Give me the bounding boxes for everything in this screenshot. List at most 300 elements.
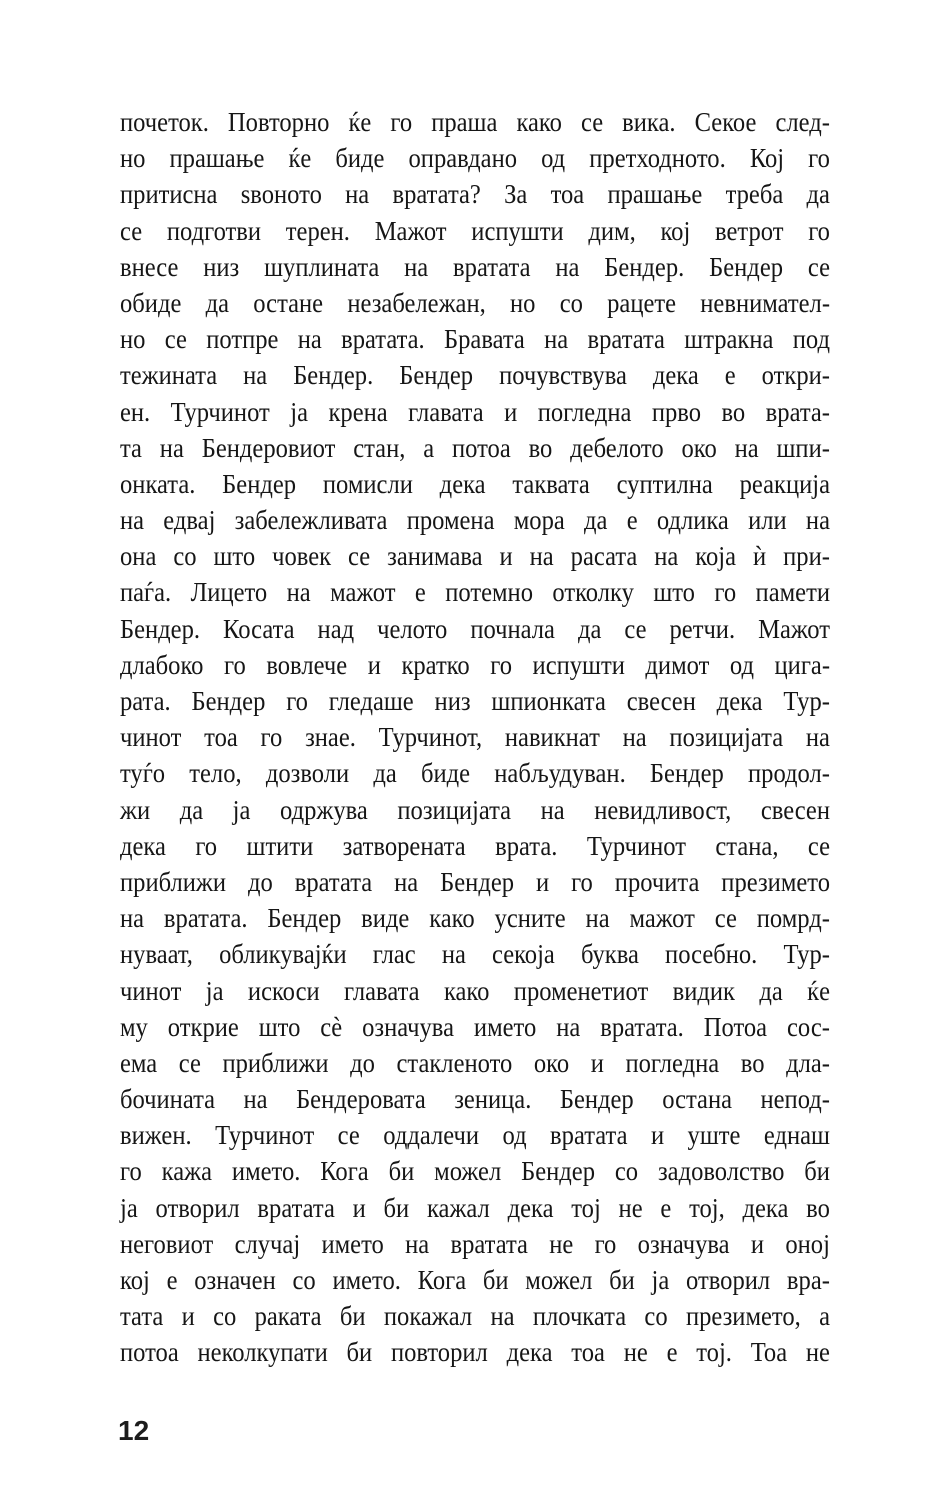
word: навикнат <box>504 722 600 753</box>
word: вратата <box>453 251 531 282</box>
word: погледна <box>625 1047 720 1078</box>
word: како <box>516 107 562 137</box>
word: вра- <box>786 1265 830 1295</box>
word: ѝ <box>752 541 767 572</box>
word: биде <box>335 143 385 174</box>
word: еднаш <box>763 1120 830 1151</box>
word: на <box>120 903 145 934</box>
text-line <box>120 538 830 574</box>
word: Мажот <box>758 613 830 644</box>
word: врата- <box>765 396 830 427</box>
word: над <box>317 613 355 644</box>
word: тоа <box>550 179 585 210</box>
word: дла- <box>786 1047 830 1078</box>
word: приближи <box>222 1047 329 1078</box>
text-line <box>120 466 830 502</box>
word: За <box>504 179 528 210</box>
word: тој <box>571 1192 601 1223</box>
word: штракна <box>684 324 774 355</box>
word: искоси <box>247 975 320 1006</box>
page-number: 12 <box>118 1415 150 1446</box>
word: Бендер <box>521 1156 595 1187</box>
word: на <box>297 324 322 355</box>
word: се <box>714 903 737 934</box>
word: главата <box>344 975 420 1006</box>
word: чинот <box>120 975 182 1006</box>
word: и <box>352 1192 366 1223</box>
word: како <box>443 975 490 1006</box>
word: таквата <box>512 468 590 499</box>
word: отворил <box>686 1265 771 1295</box>
word: ретчи. <box>669 613 736 644</box>
word: кратко <box>401 649 470 680</box>
text-line <box>120 285 830 321</box>
word: прочита <box>614 866 700 897</box>
word: открие <box>167 1011 239 1042</box>
word: вижен. <box>120 1120 192 1151</box>
word: шуплината <box>264 251 380 282</box>
word: Секое <box>694 107 757 137</box>
word: би <box>339 1301 366 1332</box>
word: тој. <box>696 1337 732 1368</box>
word: прво <box>651 396 702 427</box>
word: крена <box>328 396 388 427</box>
word: го <box>594 1228 617 1259</box>
word: отколку <box>552 577 634 608</box>
word: главата <box>408 396 484 427</box>
word: Повторно <box>227 107 330 137</box>
word: а <box>819 1301 831 1332</box>
word: означува <box>637 1228 730 1259</box>
word: го <box>490 649 512 680</box>
word: тежината <box>120 360 218 391</box>
word: усните <box>494 903 566 934</box>
word: врата. <box>495 830 558 861</box>
word: потпре <box>206 324 279 355</box>
word: сос- <box>787 1011 830 1042</box>
word: на <box>441 939 466 970</box>
word: Бендер <box>709 251 784 282</box>
word: дебелото <box>570 432 664 463</box>
word: вратата <box>450 1228 528 1259</box>
word: око <box>533 1047 570 1078</box>
word: стана, <box>715 830 779 861</box>
word: око <box>681 432 717 463</box>
word: обликувајќи <box>219 939 347 970</box>
word: Турчинот <box>215 1120 315 1151</box>
word: ѕвоното <box>240 179 322 210</box>
word: ја <box>651 1265 670 1295</box>
word: би <box>609 1265 635 1295</box>
word: свесен <box>626 686 696 716</box>
text-line <box>120 973 830 1009</box>
word: жи <box>120 794 151 825</box>
word: и <box>367 649 381 680</box>
text-line <box>120 647 830 683</box>
word: не <box>623 1337 648 1368</box>
text-line <box>120 1226 830 1262</box>
word: вратата. <box>600 1011 684 1042</box>
word: позицијата <box>397 794 512 825</box>
text-line <box>120 1298 830 1334</box>
word: во <box>528 432 553 463</box>
word: би <box>346 1337 373 1368</box>
word: Бендер <box>222 468 297 499</box>
text-line <box>120 864 830 900</box>
text-line <box>120 1117 830 1153</box>
word: Бендер <box>649 758 724 789</box>
word: приближи <box>120 866 227 897</box>
word: неколкупати <box>197 1337 328 1368</box>
word: Кога <box>417 1265 467 1295</box>
word: ја <box>232 794 251 825</box>
word: можел <box>434 1156 502 1187</box>
word: едвај <box>163 505 216 536</box>
word: се <box>624 613 647 644</box>
word: до <box>247 866 273 897</box>
word: мажот <box>330 577 396 608</box>
word: на <box>404 251 429 282</box>
word: потоа <box>451 432 511 463</box>
word: со <box>173 541 197 572</box>
word: затворената <box>342 830 466 861</box>
word: го <box>224 649 246 680</box>
word: од <box>729 649 754 680</box>
word: на <box>120 505 145 536</box>
word: и <box>535 866 550 897</box>
word: што <box>653 577 695 608</box>
word: вовлече <box>266 649 348 680</box>
word: гледаше <box>328 686 414 716</box>
word: оној <box>785 1228 830 1259</box>
word: на <box>243 1084 268 1115</box>
word: прашање <box>607 179 703 210</box>
word: оправдано <box>408 143 518 174</box>
text-line <box>120 574 830 610</box>
word: вратата <box>587 324 665 355</box>
word: да <box>205 287 230 318</box>
word: но <box>120 143 146 174</box>
text-line <box>120 1009 830 1045</box>
word: ќе <box>348 107 372 137</box>
word: помисли <box>322 468 413 499</box>
word: до <box>350 1047 375 1078</box>
word: димот <box>645 649 710 680</box>
word: бочината <box>120 1084 216 1115</box>
word: на <box>556 1011 581 1042</box>
word: го <box>120 1156 142 1187</box>
word: забележливата <box>234 505 388 536</box>
word: се <box>337 1120 360 1151</box>
word: би <box>383 1192 410 1223</box>
word: е <box>660 1192 672 1223</box>
word: Бендер. <box>120 613 201 644</box>
word: вратата <box>294 866 373 897</box>
word: расата <box>570 541 638 572</box>
word: позицијата <box>669 722 784 753</box>
word: одлика <box>656 505 729 536</box>
text-block <box>120 104 830 1371</box>
word: на <box>394 866 419 897</box>
word: набљудуван. <box>494 758 626 789</box>
word: но <box>510 287 536 318</box>
word: на <box>734 432 759 463</box>
word: човек <box>272 541 332 572</box>
word: Бендеровата <box>296 1084 426 1115</box>
word: почнала <box>470 613 555 644</box>
word: не <box>618 1192 643 1223</box>
word: неговиот <box>120 1228 214 1259</box>
word: вратата <box>257 1192 335 1223</box>
text-line <box>120 719 830 755</box>
word: Бендер <box>440 866 515 897</box>
word: Лицето <box>190 577 268 608</box>
text-line <box>120 900 830 936</box>
word: Турчинот <box>170 396 270 427</box>
word: почеток. <box>120 107 209 137</box>
word: го <box>571 866 593 897</box>
word: на <box>544 324 569 355</box>
word: а <box>423 432 435 463</box>
word: во <box>740 1047 765 1078</box>
text-line <box>120 321 830 357</box>
text-line <box>120 1190 830 1226</box>
word: паѓа. <box>120 577 172 608</box>
word: што <box>258 1011 301 1042</box>
word: што <box>213 541 256 572</box>
word: во <box>721 396 746 427</box>
word: да <box>584 505 608 536</box>
word: да <box>373 758 397 789</box>
word: можел <box>525 1265 593 1295</box>
word: биде <box>420 758 471 789</box>
word: и <box>650 1120 665 1151</box>
word: вратата? <box>392 179 481 210</box>
word: го <box>390 107 413 137</box>
text-line <box>120 176 830 212</box>
word: плочката <box>532 1301 627 1332</box>
word: вратата. <box>341 324 425 355</box>
word: на <box>555 251 580 282</box>
word: туѓо <box>120 758 166 789</box>
word: која <box>695 541 737 572</box>
word: Бендер <box>267 903 342 934</box>
word: потемно <box>445 577 533 608</box>
word: но <box>120 324 146 355</box>
word: е <box>414 577 426 608</box>
word: стан, <box>353 432 406 463</box>
word: на <box>805 505 830 536</box>
word: остана <box>662 1084 733 1115</box>
word: Бендер. <box>293 360 374 391</box>
word: и <box>504 396 518 427</box>
word: оддалечи <box>383 1120 480 1151</box>
word: низ <box>203 251 240 282</box>
word: не <box>805 1337 830 1368</box>
word: шпионката <box>491 686 606 716</box>
word: зеница. <box>454 1084 532 1115</box>
word: на <box>243 360 268 391</box>
word: ен. <box>120 396 151 427</box>
word: буква <box>580 939 639 970</box>
word: онката. <box>120 468 196 499</box>
word: или <box>748 505 787 536</box>
word: Тур- <box>783 939 830 970</box>
word: би <box>388 1156 415 1187</box>
word: непод- <box>760 1084 830 1115</box>
word: се <box>580 107 604 137</box>
word: уште <box>687 1120 741 1151</box>
text-line <box>120 1045 830 1081</box>
word: длабоко <box>120 649 204 680</box>
text-line <box>120 1334 830 1370</box>
word: вратата <box>550 1120 628 1151</box>
word: треба <box>725 179 784 210</box>
word: нуваат, <box>120 939 193 970</box>
word: след- <box>775 107 830 137</box>
word: реакција <box>739 468 831 499</box>
word: Турчинот, <box>378 722 483 753</box>
word: на <box>345 179 370 210</box>
word: остане <box>253 287 324 318</box>
word: од <box>502 1120 527 1151</box>
text-line <box>120 357 830 393</box>
word: Бендер. <box>604 251 685 282</box>
word: посебно. <box>665 939 758 970</box>
word: името. <box>231 1156 301 1187</box>
text-line <box>120 394 830 430</box>
word: откри- <box>761 360 830 391</box>
word: продол- <box>748 758 830 789</box>
word: под <box>792 324 831 355</box>
text-line <box>120 683 830 719</box>
word: претходното. <box>589 143 726 174</box>
word: дека <box>742 1192 789 1223</box>
word: та <box>120 432 142 463</box>
word: со <box>644 1301 668 1332</box>
word: почувствува <box>499 360 627 391</box>
text-line <box>120 611 830 647</box>
word: тело, <box>189 758 242 789</box>
word: на <box>654 541 679 572</box>
word: се <box>807 251 831 282</box>
word: погледна <box>537 396 632 427</box>
word: дека <box>120 830 166 861</box>
word: тоа <box>204 722 238 753</box>
word: на <box>286 577 311 608</box>
word: Бравата <box>444 324 525 355</box>
word: со <box>292 1265 316 1295</box>
word: секоја <box>491 939 555 970</box>
word: на <box>805 722 830 753</box>
word: раката <box>254 1301 322 1332</box>
word: ветрот <box>715 215 784 246</box>
text-line <box>120 140 830 176</box>
word: задоволство <box>657 1156 785 1187</box>
text-line <box>120 430 830 466</box>
word: виде <box>361 903 410 934</box>
word: свесен <box>760 794 830 825</box>
word: името. <box>332 1265 401 1295</box>
text-line <box>120 502 830 538</box>
word: повторил <box>390 1337 488 1368</box>
word: го <box>808 215 830 246</box>
word: рата. <box>120 686 171 716</box>
word: на <box>159 432 184 463</box>
word: памети <box>755 577 830 608</box>
word: праша <box>431 107 498 137</box>
word: Кој <box>749 143 785 174</box>
word: ја <box>120 1192 138 1223</box>
text-line <box>120 213 830 249</box>
word: означува <box>362 1011 454 1042</box>
word: го <box>714 577 737 608</box>
word: е <box>666 1337 678 1368</box>
word: да <box>806 179 830 210</box>
word: знае. <box>305 722 356 753</box>
word: на <box>405 1228 430 1259</box>
word: и <box>499 541 513 572</box>
word: на <box>622 722 647 753</box>
word: незабележан, <box>347 287 486 318</box>
word: ја <box>205 975 224 1006</box>
word: ќе <box>807 975 831 1006</box>
word: она <box>120 541 157 572</box>
word: Бендер <box>399 360 474 391</box>
word: случај <box>234 1228 301 1259</box>
word: невидливост, <box>594 794 732 825</box>
word: промена <box>406 505 495 536</box>
word: името <box>473 1011 537 1042</box>
word: рацете <box>607 287 677 318</box>
word: кажа <box>161 1156 213 1187</box>
text-line <box>120 755 830 791</box>
word: обиде <box>120 287 182 318</box>
word: видик <box>672 975 735 1006</box>
word: да <box>577 613 602 644</box>
word: во <box>806 1192 830 1223</box>
word: стакленото <box>396 1047 513 1078</box>
word: притисна <box>120 179 218 210</box>
word: би <box>804 1156 830 1187</box>
word: се <box>348 541 371 572</box>
word: презимето, <box>685 1301 801 1332</box>
word: е <box>626 505 638 536</box>
word: терен. <box>285 215 350 246</box>
word: го <box>808 143 830 174</box>
word: Мажот <box>374 215 447 246</box>
word: и <box>181 1301 195 1332</box>
word: со <box>559 287 583 318</box>
word: со <box>614 1156 639 1187</box>
word: дека <box>716 686 763 716</box>
word: дека <box>507 1192 554 1223</box>
word: го <box>260 722 283 753</box>
text-line <box>120 1153 830 1189</box>
word: низ <box>434 686 471 716</box>
word: со <box>213 1301 237 1332</box>
word: како <box>429 903 475 934</box>
word: шпи- <box>776 432 830 463</box>
word: и <box>750 1228 765 1259</box>
word: на <box>540 794 565 825</box>
word: го <box>195 830 218 861</box>
word: ема <box>120 1047 158 1078</box>
word: на <box>585 903 610 934</box>
word: не <box>549 1228 574 1259</box>
word: подготви <box>166 215 262 246</box>
word: би <box>482 1265 509 1295</box>
